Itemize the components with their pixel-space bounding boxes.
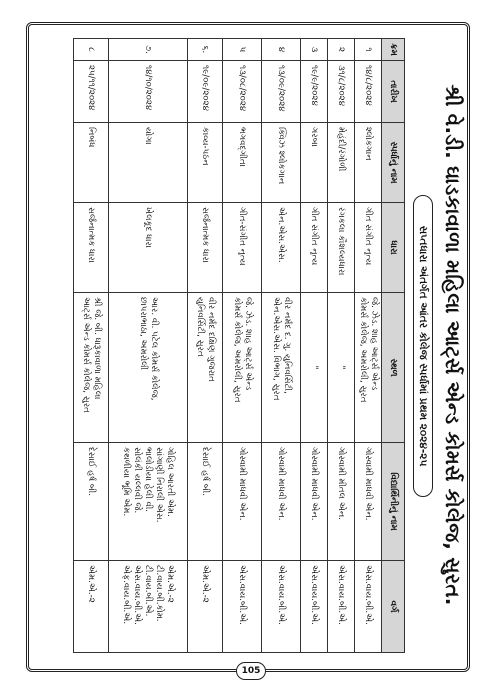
cell-class: એમ.એ.-૨ [74, 561, 109, 653]
table-header-row [382, 39, 405, 653]
table-row [188, 39, 223, 653]
cell-dhara: ગીત-સંગીત નૃત્ય [223, 203, 262, 293]
cell-class: એમ.એ.-૨ [188, 561, 223, 653]
cell-serial: ૪ [262, 39, 301, 61]
table-row [74, 39, 109, 653]
cell-venue: શ્રી જે. બી. ધારૂકાવાળા મહિલા આર્ટ્સ એન્ડ કોમર્સ કોલેજ, સુરત [74, 293, 109, 443]
table-row [262, 39, 301, 653]
table-row [355, 39, 382, 653]
col-header-serial: ક્રમ [382, 39, 405, 61]
cell-student: ગોસ્વામી માધવી એન. [355, 443, 382, 561]
table-row [301, 39, 328, 653]
cell-date: ૨૫/૧૧/૨૦૨૪ [74, 61, 109, 123]
col-header-date: તારીખ [382, 61, 405, 123]
page-number: 105 [236, 662, 266, 680]
col-header-student: વિદ્યાર્થિનીનું નામ [382, 443, 405, 561]
cell-serial: ૫ [223, 39, 262, 61]
cell-student: ગોહિલ આરતી એમ. સાંગાણી નિરાલી એસ. ભાલોડીયા હેલી વી. સોલંકી યલ્લવી જે. કથળીયા ભૂમિ એમ. [109, 443, 188, 561]
cell-competition: નિબંધ [74, 123, 109, 203]
cell-dhara: ગીત સંગીત નૃત્ય [301, 203, 328, 293]
cell-venue: જે. ઝેડ. શાહ આર્ટ્સ એન્ડ કોમર્સ કોલેજ, અમરોલી, સુરત [223, 293, 262, 443]
cell-venue: વીર નર્મદ દ. ગુ. યુનિવર્સિટી, એન.એસ.એસ. વિભાગ, સુરત [262, 293, 301, 443]
table-row [328, 39, 355, 653]
cell-date: ૧૯/૯/૨૦૨૪ [301, 61, 328, 123]
cell-date: ૧૪/૧૦/૨૦૨૪ [109, 61, 188, 123]
subtitle-badge: સપ્તધારા અંતર્ગત આંતર કોલેજ સ્પર્ધામાં પ્રથમ ૨૦૨૪-૨૫ [413, 195, 433, 497]
cell-competition: શ્લોકગાન [355, 123, 382, 203]
cell-date: ૧૪/૮/૨૦૨૪ [355, 61, 382, 123]
col-header-dhara: ધારા [382, 203, 405, 293]
col-header-venue: સ્થળ [382, 293, 405, 443]
cell-class: એસ.વાય.બી.એ. [328, 561, 355, 653]
cell-class: એસ.વાય.બી.એ. [355, 561, 382, 653]
cell-serial: ૭. [109, 39, 188, 61]
cell-dhara: ખેલકૂદ ધારા [109, 203, 188, 293]
cell-venue: જે. ઝેડ. શાહ આર્ટ્સ એન્ડ કોમર્સ કોલેજ, અમરોલી, સુરત [355, 293, 382, 443]
cell-serial: ૧ [355, 39, 382, 61]
cell-competition: ભગવદ્ગીતા [223, 123, 262, 203]
cell-class: એસ.વાય.બી.એ. [262, 561, 301, 653]
cell-dhara: રંગકલા કૌશલ્યધારા [328, 203, 355, 293]
cell-student: દેસાઈ હર્ષ બી. [74, 443, 109, 561]
cell-date: ૩૧/૮/૨૦૨૪ [328, 61, 355, 123]
cell-dhara: એન.એસ.એસ. [262, 203, 301, 293]
cell-date: ૧૯/૦૯/૨૦૨૪ [188, 61, 223, 123]
cell-competition: કાવ્ય-પઠન [188, 123, 223, 203]
cell-venue: આર. વી. પટેલ કોમર્સ કોલેજ, છાપરાભાઠા, અમરોલી [109, 293, 188, 443]
cell-class: એમ.એ.-૨ ટી.વાય.બી.કોમ. ટી.વાય.બી.એ. એસ.વાય.બી.એ. એફ.વાય.બી.એ. [109, 561, 188, 653]
rotated-content [25, 20, 473, 670]
cell-student: દેસાઈ હર્ષ બી. [188, 443, 223, 561]
cell-dhara: સર્જનાત્મક ધારા [188, 203, 223, 293]
cell-venue: વીર નર્મદ દક્ષિણ ગુજરાત યુનિવર્સિટી, સુરત [188, 293, 223, 443]
cell-competition: મેહંદી/રંગોળી [328, 123, 355, 203]
cell-serial: ૩ [301, 39, 328, 61]
cell-competition: ગરબા [301, 123, 328, 203]
table-row [109, 39, 188, 653]
cell-dhara: સર્જનાત્મક ધારા [74, 203, 109, 293]
cell-competition: યોગા [109, 123, 188, 203]
cell-venue: " [301, 293, 328, 443]
col-header-class: વર્ગ [382, 561, 405, 653]
cell-student: ગોસ્વામી મીતલ એન. [328, 443, 355, 561]
cell-student: ગોસ્વામી માધવી એન. [262, 443, 301, 561]
col-header-competition: સ્પર્ધાનું નામ [382, 123, 405, 203]
cell-serial: ૨ [328, 39, 355, 61]
cell-dhara: ગીત સંગીત નૃત્ય [355, 203, 382, 293]
cell-serial: ૮ [74, 39, 109, 61]
cell-date: ૧૩/૦૯/૨૦૨૪ [262, 61, 301, 123]
cell-class: એસ.વાય.બી.એ. [223, 561, 262, 653]
cell-venue: " [328, 293, 355, 443]
cell-serial: ૬. [188, 39, 223, 61]
table-row [223, 39, 262, 653]
results-table [73, 38, 405, 653]
cell-date: ૧૩/૦૮/૨૦૨૪ [223, 61, 262, 123]
cell-class: એસ.વાય.બી.એ. [301, 561, 328, 653]
page-title: શ્રી વે.ડી. ઘાડકાવાળા મહિલા આર્ટ્સ એન્ડ કોમર્સ કોલેજ, સુરત. [441, 84, 465, 606]
cell-student: ગોસ્વામી માધવી એન. [223, 443, 262, 561]
cell-competition: ક્વિઝ શ્લોકગાન [262, 123, 301, 203]
cell-student: ગોસ્વામી માધવી એન. [301, 443, 328, 561]
